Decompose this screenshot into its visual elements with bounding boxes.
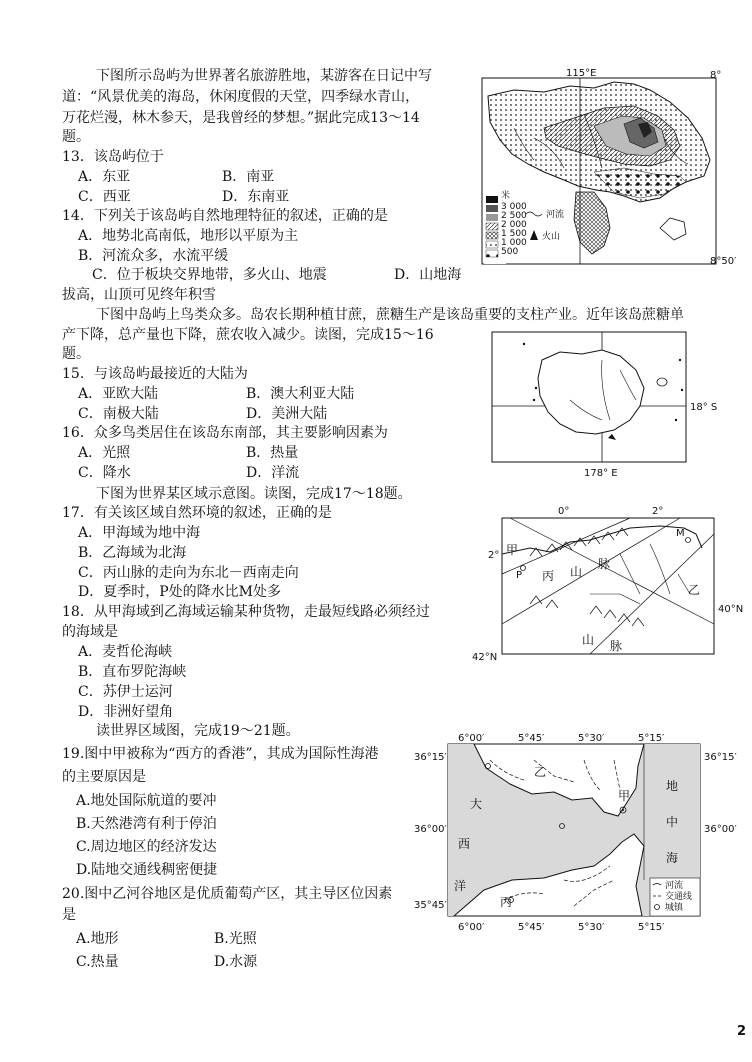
map3-label-m: M <box>676 528 685 539</box>
q19-option-c[interactable]: C.周边地区的经济发达 <box>76 839 217 855</box>
q13-stem: 13．该岛屿位于 <box>62 149 164 165</box>
map1-legend-500: 500 <box>501 247 519 257</box>
q19-option-b[interactable]: B.天然港湾有利于停泊 <box>76 816 217 832</box>
q15-option-a[interactable]: A．亚欧大陆 <box>78 386 159 402</box>
map2-lat-label: 18° S <box>690 402 718 413</box>
map1-lat-top: 8° <box>710 70 722 81</box>
map4-lon-3: 5°30′ <box>578 733 605 744</box>
map3-label-shan: 山 <box>570 565 583 579</box>
map-bali-figure <box>474 68 737 267</box>
map4-ocean-1: 大 <box>470 797 483 811</box>
q18-option-c[interactable]: C．苏伊士运河 <box>78 684 173 700</box>
map4-lon-2: 5°45′ <box>518 733 545 744</box>
map3-lat-2: 2° <box>488 550 500 561</box>
map-region-figure <box>470 504 750 666</box>
map3-label-mai-lower: 脉 <box>610 639 623 653</box>
map1-legend-1500: 1 500 <box>501 229 527 239</box>
q19-stem-cont: 的主要原因是 <box>62 769 146 785</box>
q15-option-d[interactable]: D．美洲大陆 <box>246 406 328 422</box>
map3-label-shan-lower: 山 <box>582 633 595 647</box>
map1-legend-1000: 1 000 <box>501 238 527 248</box>
map3-label-jia: 甲 <box>506 543 519 557</box>
map-gibraltar-figure <box>414 730 750 934</box>
map4-legend-river: 河流 <box>665 881 684 891</box>
q13-option-d[interactable]: D．东南亚 <box>222 189 290 205</box>
q18-option-b[interactable]: B．直布罗陀海峡 <box>78 664 187 680</box>
q14-option-c[interactable]: C．位于板块交界地带，多火山、地震 <box>92 267 327 283</box>
q20-stem: 20.图中乙河谷地区是优质葡萄产区，其主导区位因素 <box>62 886 393 902</box>
map4-label-bing: 丙 <box>500 895 513 909</box>
river-legend-icon <box>526 212 542 216</box>
q17-18-intro: 下图为世界某区域示意图。读图，完成17～18题。 <box>96 486 412 502</box>
map4-lon-bottom-4: 5°15′ <box>638 922 665 933</box>
map3-label-bing: 丙 <box>542 569 555 583</box>
q18-stem: 18．从甲海域到乙海域运输某种货物，走最短线路必须经过 <box>62 604 430 620</box>
q14-option-b[interactable]: B．河流众多，水流平缓 <box>78 248 229 264</box>
q17-stem: 17．有关该区域自然环境的叙述，正确的是 <box>62 505 332 521</box>
map4-ocean-3: 洋 <box>454 879 467 893</box>
q14-option-d[interactable]: D．山地海 <box>394 267 462 283</box>
q17-option-b[interactable]: B．乙海域为北海 <box>78 545 187 561</box>
q16-option-a[interactable]: A．光照 <box>78 445 131 461</box>
map1-legend-unit: 米 <box>501 191 511 201</box>
q19-stem: 19.图中甲被称为“西方的香港”，其成为国际性海港 <box>62 746 379 762</box>
map1-legend-volcano: 火山 <box>542 232 561 242</box>
q13-14-intro-line-1: 下图所示岛屿为世界著名旅游胜地，某游客在日记中写 <box>96 68 432 84</box>
map4-label-jia: 甲 <box>618 789 631 803</box>
q16-option-c[interactable]: C．降水 <box>78 465 131 481</box>
map-island-figure <box>490 330 730 478</box>
q14-option-d-cont: 拔高，山顶可见终年积雪 <box>62 287 216 303</box>
q16-stem: 16．众多鸟类居住在该岛东南部，其主要影响因素为 <box>62 425 388 441</box>
q18-stem-cont: 的海域是 <box>62 624 118 640</box>
q14-stem: 14．下列关于该岛屿自然地理特征的叙述，正确的是 <box>62 208 388 224</box>
map4-ocean-2: 西 <box>458 837 471 851</box>
q19-21-intro: 读世界区域图，完成19～21题。 <box>96 723 300 739</box>
map3-lat-42: 42°N <box>472 652 498 663</box>
map4-lon-bottom-2: 5°45′ <box>518 922 545 933</box>
map1-legend-2500: 2 500 <box>501 211 527 221</box>
q13-14-intro-line-2: 道：“风景优美的海岛，休闲度假的天堂，四季绿水青山， <box>62 89 420 105</box>
q19-option-a[interactable]: A.地处国际航道的要冲 <box>76 793 217 809</box>
map4-lat-right-2: 36°00′ <box>704 824 737 835</box>
page-number: 2 <box>736 1024 746 1039</box>
map4-lat-right-1: 36°15′ <box>704 752 737 763</box>
q17-option-d[interactable]: D．夏季时，P处的降水比M处多 <box>78 584 281 600</box>
map1-legend-river: 河流 <box>546 210 565 220</box>
q20-option-b[interactable]: B.光照 <box>214 931 257 947</box>
q16-option-b[interactable]: B．热量 <box>246 445 299 461</box>
q13-option-a[interactable]: A．东亚 <box>78 169 131 185</box>
q13-14-intro-line-3: 万花烂漫，林木参天，是我曾经的梦想。”据此完成13～14 <box>62 110 420 126</box>
map4-sea-1: 地 <box>666 779 679 793</box>
map1-lat-bottom: 8°50′ <box>710 256 737 267</box>
q13-14-intro-line-4: 题。 <box>62 129 90 145</box>
q15-stem: 15．与该岛屿最接近的大陆为 <box>62 366 248 382</box>
map4-sea-2: 中 <box>666 815 679 829</box>
q17-option-c[interactable]: C．丙山脉的走向为东北－西南走向 <box>78 565 299 581</box>
map4-label-yi: 乙 <box>534 765 547 779</box>
map4-lat-2: 36°00′ <box>414 824 447 835</box>
q13-option-c[interactable]: C．西亚 <box>78 189 131 205</box>
map1-lon-label: 115°E <box>566 68 597 79</box>
map4-legend-road: 交通线 <box>665 892 693 902</box>
map1-legend-2000: 2 000 <box>501 220 527 230</box>
q20-stem-cont: 是 <box>62 907 76 923</box>
q20-option-c[interactable]: C.热量 <box>76 954 119 970</box>
q13-option-b[interactable]: B．南亚 <box>222 169 275 185</box>
q20-option-d[interactable]: D.水源 <box>214 954 258 970</box>
q18-option-d[interactable]: D．非洲好望角 <box>78 704 174 720</box>
q20-option-a[interactable]: A.地形 <box>76 931 119 947</box>
q15-option-c[interactable]: C．南极大陆 <box>78 406 159 422</box>
volcano-icon <box>530 230 538 240</box>
q18-option-a[interactable]: A．麦哲伦海峡 <box>78 644 173 660</box>
map4-sea-3: 海 <box>666 851 679 865</box>
q15-16-intro-line-1: 下图中岛屿上鸟类众多。岛农长期种植甘蔗，蔗糖生产是该岛重要的支柱产业。近年该岛蔗糖单 <box>96 307 684 323</box>
map4-lon-bottom-3: 5°30′ <box>578 922 605 933</box>
q17-option-a[interactable]: A．甲海域为地中海 <box>78 525 201 541</box>
map3-label-mai-upper: 脉 <box>598 557 611 571</box>
map3-lat-40: 40°N <box>718 604 744 615</box>
q14-option-a[interactable]: A．地势北高南低，地形以平原为主 <box>78 228 299 244</box>
map3-lon-0: 0° <box>558 506 570 517</box>
map4-lon-bottom-1: 6°00′ <box>458 922 485 933</box>
map4-legend-town: 城镇 <box>665 903 684 913</box>
q16-option-d[interactable]: D．洋流 <box>246 465 300 481</box>
map1-legend-3000: 3 000 <box>501 202 527 212</box>
map2-lon-label: 178° E <box>584 468 618 479</box>
map3-label-p: P <box>516 570 523 581</box>
q19-option-d[interactable]: D.陆地交通线稠密便捷 <box>76 862 218 878</box>
map3-label-yi: 乙 <box>688 583 701 597</box>
q15-16-intro-line-2: 产下降，总产量也下降，蔗农收入减少。读图，完成15～16 <box>62 327 434 343</box>
map4-lat-1: 36°15′ <box>414 752 447 763</box>
map4-lon-1: 6°00′ <box>458 733 485 744</box>
map3-lon-2: 2° <box>652 506 664 517</box>
q15-16-intro-line-3: 题。 <box>62 346 90 362</box>
q15-option-b[interactable]: B．澳大利亚大陆 <box>246 386 355 402</box>
map4-lon-4: 5°15′ <box>638 733 665 744</box>
map4-lat-3: 35°45′ <box>414 900 447 911</box>
